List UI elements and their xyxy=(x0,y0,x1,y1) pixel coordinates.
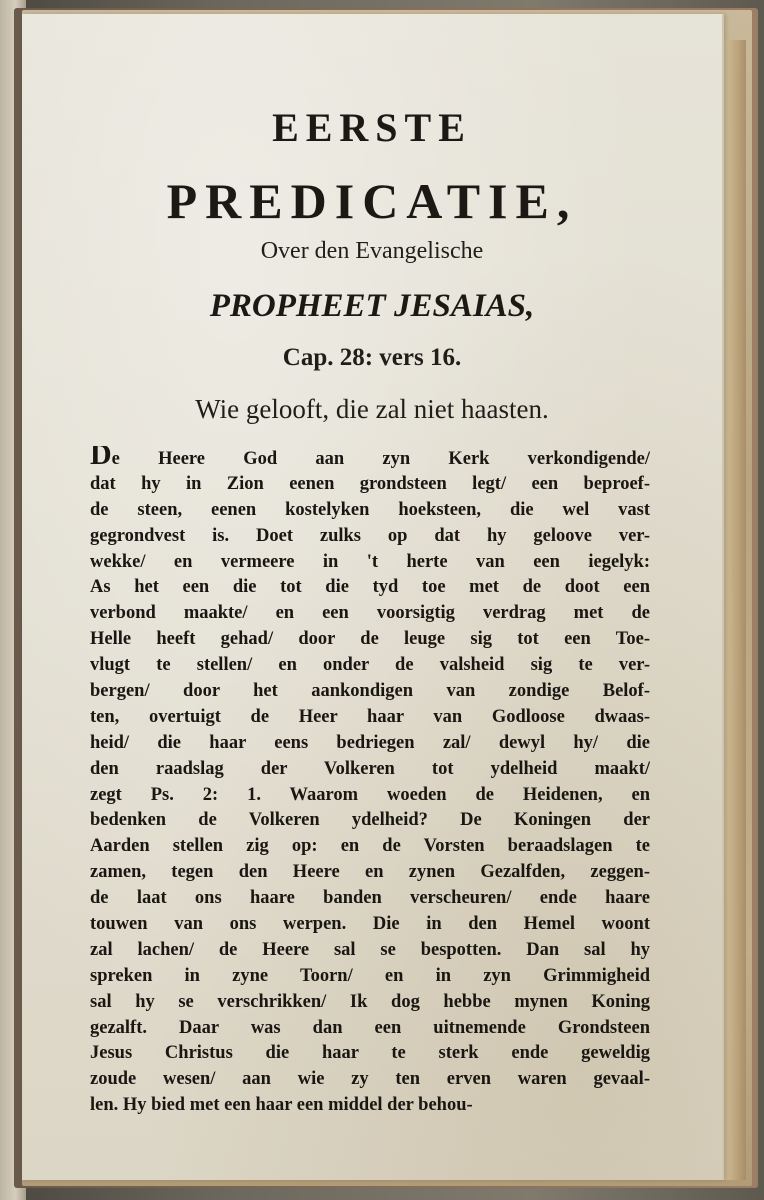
body-line: vlugt te stellen/ en onder de valsheid sig te ver- xyxy=(90,655,650,676)
body-line: zegt Ps. 2: 1. Waarom woeden de Heidenen, en xyxy=(90,784,650,805)
body-line: heid/ die haar eens bedriegen zal/ dewyl hy/ die xyxy=(90,732,650,753)
body-line: den raadslag der Volkeren tot ydelheid maakt/ xyxy=(90,758,650,779)
body-line: verbond maakte/ en een voorsigtig verdrag met de xyxy=(90,603,650,624)
body-line: dat hy in Zion eenen grondsteen legt/ een beproef- xyxy=(90,473,650,494)
title-line-4: PROPHEET JESAIAS, xyxy=(209,288,535,324)
body-line: touwen van ons werpen. Die in den Hemel woont xyxy=(90,914,650,935)
body-line: ten, overtuigt de Heer haar van Godloose dwaas- xyxy=(90,706,650,727)
body-line: As het een die tot die tyd toe met de doot een xyxy=(90,577,650,598)
body-line: len. Hy bied met een haar een middel der behou- xyxy=(90,1095,473,1116)
title-line-1: EERSTE xyxy=(272,105,472,150)
body-line: Helle heeft gehad/ door de leuge sig tot een Toe- xyxy=(90,629,650,650)
body-line: zamen, tegen den Heere en zynen Gezalfden, zeggen- xyxy=(90,862,650,883)
page-content xyxy=(22,14,722,1180)
body-line: wekke/ en vermeere in 't herte van een iegelyk: xyxy=(90,551,650,572)
body-text xyxy=(90,446,650,1119)
body-line: de steen, eenen kostelyken hoeksteen, die wel vast xyxy=(90,499,650,520)
body-line: Jesus Christus die haar te sterk ende geweldig xyxy=(90,1043,650,1064)
body-line: gezalft. Daar was dan een uitnemende Grondsteen xyxy=(90,1017,650,1038)
body-line: Aarden stellen zig op: en de Vorsten beraadslagen te xyxy=(90,836,650,857)
body-line: spreken in zyne Toorn/ en in zyn Grimmigheid xyxy=(90,965,650,986)
body-line: bedenken de Volkeren ydelheid? De Koningen der xyxy=(90,810,650,831)
body-line: zoude wesen/ aan wie zy ten erven waren gevaal- xyxy=(90,1069,650,1090)
title-line-5: Cap. 28: vers 16. xyxy=(282,344,462,371)
book-page xyxy=(22,14,724,1180)
title-line-3: Over den Evangelische xyxy=(260,238,484,264)
body-line: bergen/ door het aankondigen van zondige Belof- xyxy=(90,681,650,702)
epigraph: Wie gelooft, die zal niet haasten. xyxy=(195,394,549,424)
body-line: de laat ons haare banden verscheuren/ ende haare xyxy=(90,888,650,909)
drop-cap: D xyxy=(90,446,112,471)
body-line: gegrondvest is. Doet zulks op dat hy geloove ver- xyxy=(90,525,650,546)
title-line-2: PREDICATIE, xyxy=(166,173,578,229)
body-line: De Heere God aan zyn Kerk verkondigende/ xyxy=(90,446,650,472)
body-line: zal lachen/ de Heere sal se bespotten. Dan sal hy xyxy=(90,939,650,960)
body-line: sal hy se verschrikken/ Ik dog hebbe mynen Koning xyxy=(90,991,650,1012)
